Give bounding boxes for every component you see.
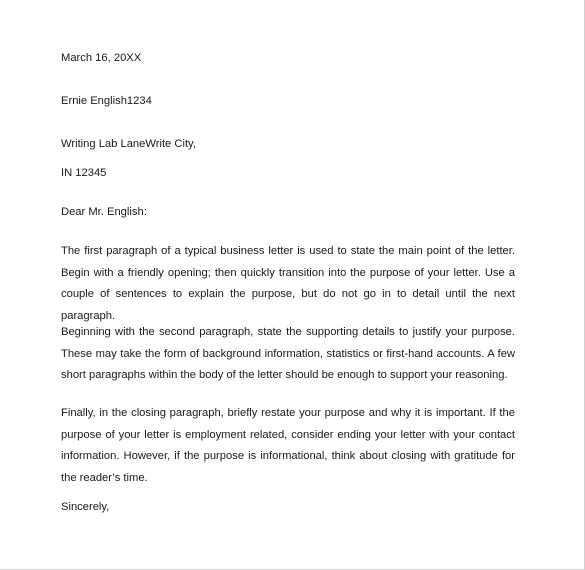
closing: Sincerely, [61,501,110,513]
recipient-line: Ernie English1234 [61,95,152,107]
address-line-1: Writing Lab LaneWrite City, [61,138,196,150]
letter-date: March 16, 20XX [61,52,142,64]
body-paragraph-1: The first paragraph of a typical business letter is used to state the main point of the letter. Begin with a friendly opening; then quickly transition into the purpose of your letter. Use a couple of sentences to explain the purpose, but do not go in to detail until the next paragraph. [61,245,515,322]
salutation: Dear Mr. English: [61,206,147,218]
address-line-2: IN 12345 [61,167,107,179]
body-paragraph-2: Beginning with the second paragraph, state the supporting details to justify your purpose. These may take the form of background information, statistics or first-hand accounts. A few short paragraphs within the body of the letter should be enough to support your reasoning. [61,326,515,381]
body-paragraph-3: Finally, in the closing paragraph, briefly restate your purpose and why it is important. If the purpose of your letter is employment related, consider ending your letter with your contact information. However, if the purpose is informational, think about closing with gratitude for the reader’s time. [61,407,515,484]
